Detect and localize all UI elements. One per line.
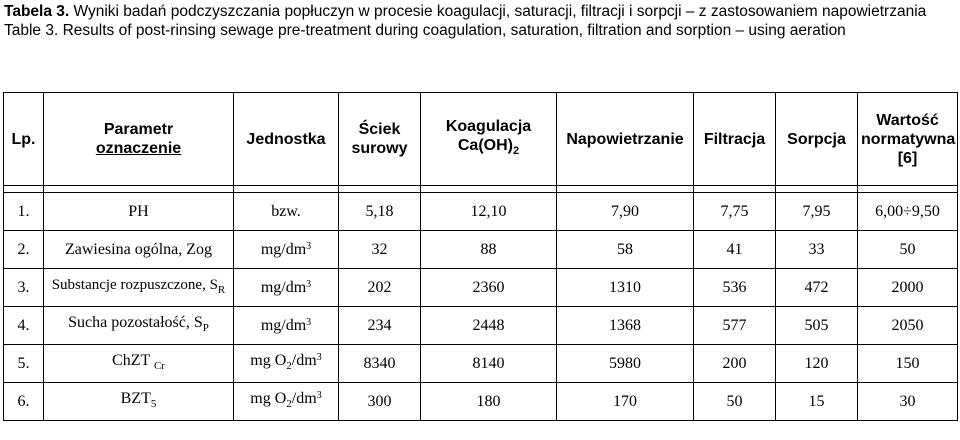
table-row bbox=[4, 231, 958, 269]
header-norm-line3: [6] bbox=[897, 149, 918, 167]
unit-sup: 3 bbox=[306, 279, 312, 290]
cell-raw: 5,18 bbox=[339, 193, 421, 231]
cell-aeration: 1310 bbox=[557, 269, 694, 307]
header-sorption: Sorpcja bbox=[776, 93, 858, 186]
header-filtration: Filtracja bbox=[694, 93, 776, 186]
header-coag-line1: Koagulacja bbox=[445, 117, 532, 135]
cell-raw: 202 bbox=[339, 269, 421, 307]
cell-filtration: 41 bbox=[694, 231, 776, 269]
header-parameter-line2: oznaczenie bbox=[95, 140, 182, 157]
cell-normative: 50 bbox=[858, 231, 958, 269]
table-caption bbox=[4, 2, 954, 40]
caption-english-label: Table 3. bbox=[4, 22, 59, 39]
unit-sup: 3 bbox=[316, 389, 322, 401]
param-text: ChZT bbox=[112, 351, 154, 369]
cell-lp: 3. bbox=[4, 269, 44, 307]
cell-sorption: 505 bbox=[776, 307, 858, 345]
caption-english bbox=[4, 21, 954, 40]
cell-normative: 2050 bbox=[858, 307, 958, 345]
header-normative bbox=[858, 93, 958, 186]
caption-english-text: Results of post-rinsing sewage pre-treatment during coagulation, saturation, filtration and sorption – using aeration bbox=[62, 22, 846, 39]
cell-sorption: 33 bbox=[776, 231, 858, 269]
unit-sup: 3 bbox=[316, 351, 322, 363]
cell-coagulation: 12,10 bbox=[421, 193, 557, 231]
header-raw-line1: Ściek bbox=[358, 121, 401, 138]
cell-aeration: 7,90 bbox=[557, 193, 694, 231]
table-row bbox=[4, 193, 958, 231]
cell-unit bbox=[234, 193, 339, 231]
param-text: Zawiesina ogólna, Zog bbox=[64, 241, 213, 258]
unit-text: mg/dm bbox=[260, 241, 307, 258]
cell-coagulation: 2448 bbox=[421, 307, 557, 345]
param-text: BZT bbox=[120, 389, 151, 407]
cell-raw: 32 bbox=[339, 231, 421, 269]
unit-text: mg O bbox=[250, 351, 287, 369]
cell-sorption: 120 bbox=[776, 345, 858, 383]
param-sub: P bbox=[202, 322, 209, 335]
cell-aeration: 170 bbox=[557, 383, 694, 421]
cell-coagulation: 88 bbox=[421, 231, 557, 269]
param-sub: R bbox=[217, 284, 226, 296]
header-aeration: Napowietrzanie bbox=[557, 93, 694, 186]
header-lp: Lp. bbox=[4, 93, 44, 186]
cell-sorption: 7,95 bbox=[776, 193, 858, 231]
cell-parameter bbox=[44, 193, 234, 231]
cell-coagulation: 2360 bbox=[421, 269, 557, 307]
unit-text: mg O bbox=[250, 389, 287, 407]
unit-text: bzw. bbox=[271, 203, 301, 220]
cell-raw: 8340 bbox=[339, 345, 421, 383]
unit-text: mg/dm bbox=[260, 317, 307, 334]
unit-sub: 2 bbox=[286, 398, 292, 411]
table-row bbox=[4, 307, 958, 345]
cell-lp: 2. bbox=[4, 231, 44, 269]
cell-lp: 6. bbox=[4, 383, 44, 421]
cell-parameter bbox=[44, 231, 234, 269]
param-text: Sucha pozostałość, S bbox=[68, 313, 203, 331]
cell-unit bbox=[234, 307, 339, 345]
cell-coagulation: 180 bbox=[421, 383, 557, 421]
spacer-row bbox=[4, 186, 958, 193]
header-norm-line1: Wartość bbox=[876, 111, 939, 129]
param-text: Substancje rozpuszczone, S bbox=[51, 277, 218, 293]
cell-normative: 30 bbox=[858, 383, 958, 421]
cell-filtration: 7,75 bbox=[694, 193, 776, 231]
header-coag-line2: Ca(OH) bbox=[457, 136, 513, 154]
cell-aeration: 1368 bbox=[557, 307, 694, 345]
header-parameter-line1: Parametr bbox=[103, 121, 174, 138]
header-raw-line2: surowy bbox=[351, 140, 408, 157]
cell-sorption: 15 bbox=[776, 383, 858, 421]
header-coag-sub: 2 bbox=[512, 145, 520, 158]
cell-unit bbox=[234, 345, 339, 383]
caption-polish bbox=[4, 2, 954, 21]
cell-lp: 4. bbox=[4, 307, 44, 345]
header-parameter bbox=[44, 93, 234, 186]
cell-aeration: 58 bbox=[557, 231, 694, 269]
cell-parameter bbox=[44, 383, 234, 421]
cell-raw: 300 bbox=[339, 383, 421, 421]
cell-lp: 1. bbox=[4, 193, 44, 231]
cell-coagulation: 8140 bbox=[421, 345, 557, 383]
cell-lp: 5. bbox=[4, 345, 44, 383]
cell-filtration: 50 bbox=[694, 383, 776, 421]
header-raw-sewage bbox=[339, 93, 421, 186]
cell-parameter bbox=[44, 345, 234, 383]
cell-normative: 150 bbox=[858, 345, 958, 383]
param-sub: 5 bbox=[150, 398, 157, 411]
unit-text-b: /dm bbox=[291, 351, 317, 369]
cell-unit bbox=[234, 383, 339, 421]
cell-parameter bbox=[44, 269, 234, 307]
header-unit: Jednostka bbox=[234, 93, 339, 186]
header-norm-line2: normatywna bbox=[861, 130, 956, 148]
caption-polish-text: Wyniki badań podczyszczania popłuczyn w procesie koagulacji, saturacji, filtracji i sorpcji – z zastosowaniem napowietrzania bbox=[73, 3, 927, 20]
cell-raw: 234 bbox=[339, 307, 421, 345]
results-table bbox=[3, 92, 958, 421]
table-row bbox=[4, 345, 958, 383]
cell-filtration: 200 bbox=[694, 345, 776, 383]
header-row bbox=[4, 93, 958, 186]
cell-unit bbox=[234, 231, 339, 269]
cell-parameter bbox=[44, 307, 234, 345]
caption-polish-label: Tabela 3. bbox=[4, 3, 70, 20]
cell-unit bbox=[234, 269, 339, 307]
table-row bbox=[4, 269, 958, 307]
unit-sub: 2 bbox=[286, 360, 292, 373]
cell-normative: 2000 bbox=[858, 269, 958, 307]
unit-text-b: /dm bbox=[291, 389, 317, 407]
unit-sup: 3 bbox=[306, 241, 312, 252]
unit-text: mg/dm bbox=[260, 279, 307, 296]
cell-normative: 6,00÷9,50 bbox=[858, 193, 958, 231]
unit-sup: 3 bbox=[306, 317, 312, 328]
cell-sorption: 472 bbox=[776, 269, 858, 307]
param-sub: Cr bbox=[153, 360, 165, 373]
cell-filtration: 577 bbox=[694, 307, 776, 345]
param-text: PH bbox=[128, 203, 149, 220]
cell-filtration: 536 bbox=[694, 269, 776, 307]
table-row bbox=[4, 383, 958, 421]
cell-aeration: 5980 bbox=[557, 345, 694, 383]
header-coagulation bbox=[421, 93, 557, 186]
header-coag-line2-wrap bbox=[424, 136, 553, 161]
